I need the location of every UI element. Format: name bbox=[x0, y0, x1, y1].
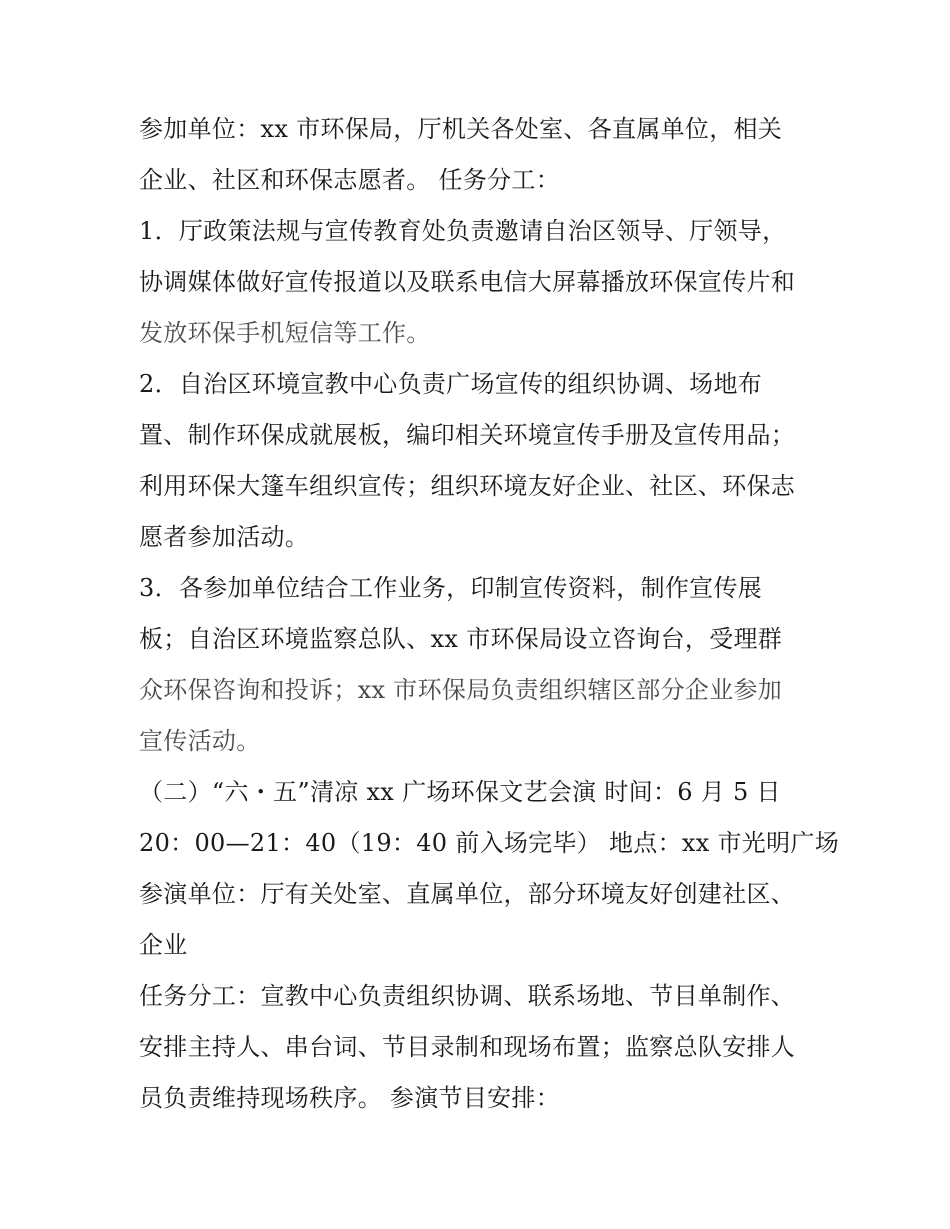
text-line-division-3: 员负责维持现场秩序。 参演节目安排： bbox=[139, 1084, 561, 1112]
text-line-task-1c: 发放环保手机短信等工作。 bbox=[139, 319, 431, 347]
text-line-participants-1: 参加单位：xx 市环保局，厅机关各处室、各直属单位，相关 bbox=[139, 115, 783, 143]
text-line-task-2a: 2．自治区环境宣教中心负责广场宣传的组织协调、场地布 bbox=[139, 370, 763, 398]
text-line-task-3b: 板；自治区环境监察总队、xx 市环保局设立咨询台，受理群 bbox=[139, 625, 783, 653]
text-line-task-2d: 愿者参加活动。 bbox=[139, 523, 310, 551]
text-line-performers-1: 参演单位：厅有关处室、直属单位，部分环境友好创建社区、 bbox=[139, 880, 796, 908]
document-body bbox=[139, 104, 839, 1124]
text-line-task-2c: 利用环保大篷车组织宣传；组织环境友好企业、社区、环保志 bbox=[139, 472, 796, 500]
text-line-participants-2: 企业、社区和环保志愿者。 任务分工： bbox=[139, 166, 561, 194]
text-line-section-2-time-place: 20：00—21：40（19：40 前入场完毕） 地点：xx 市光明广场 bbox=[139, 829, 839, 857]
text-line-task-1b: 协调媒体做好宣传报道以及联系电信大屏幕播放环保宣传片和 bbox=[139, 268, 796, 296]
text-line-task-3a: 3．各参加单位结合工作业务，印制宣传资料，制作宣传展 bbox=[139, 574, 763, 602]
text-line-section-2-heading: （二）“六・五”清凉 xx 广场环保文艺会演 时间：6 月 5 日 bbox=[139, 778, 781, 806]
text-line-task-2b: 置、制作环保成就展板，编印相关环境宣传手册及宣传用品； bbox=[139, 421, 796, 449]
text-line-division-2: 安排主持人、串台词、节目录制和现场布置；监察总队安排人 bbox=[139, 1033, 796, 1061]
text-line-task-3c: 众环保咨询和投诉；xx 市环保局负责组织辖区部分企业参加 bbox=[139, 676, 783, 704]
text-line-task-1a: 1．厅政策法规与宣传教育处负责邀请自治区领导、厅领导， bbox=[139, 217, 787, 245]
text-line-performers-2: 企业 bbox=[139, 931, 188, 959]
text-line-task-3d: 宣传活动。 bbox=[139, 727, 261, 755]
text-line-division-1: 任务分工：宣教中心负责组织协调、联系场地、节目单制作、 bbox=[139, 982, 796, 1010]
